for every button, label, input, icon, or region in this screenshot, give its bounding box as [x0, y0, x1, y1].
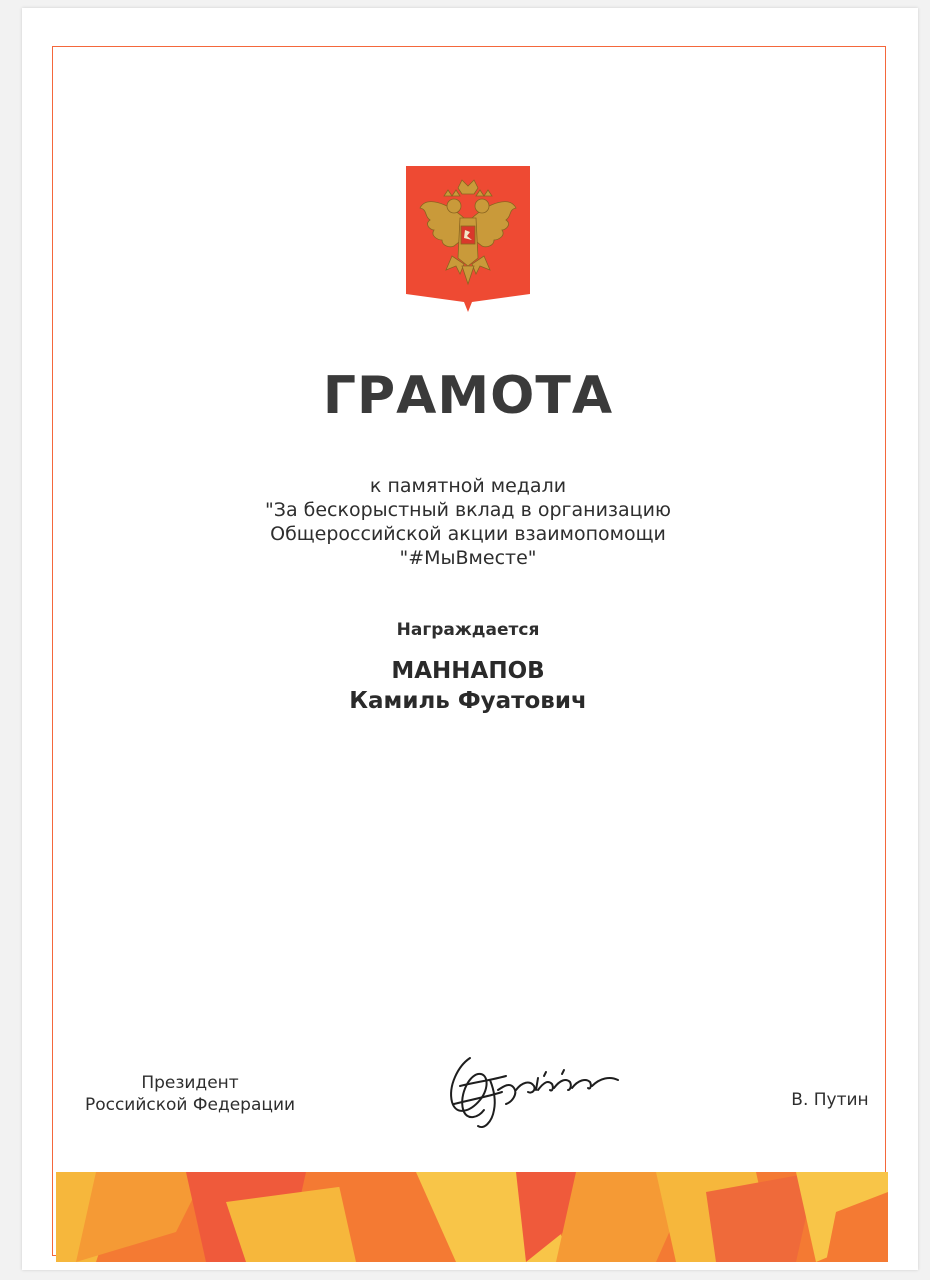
awarded-label: Награждается: [396, 620, 540, 640]
subtitle-line: "За бескорыстный вклад в организацию: [265, 499, 671, 521]
subtitle-line: "#МыВместе": [399, 547, 537, 569]
signature-image: [440, 1046, 630, 1132]
recipient-given-name: Камиль Фуатович: [349, 688, 587, 714]
recipient-name: [0, 656, 930, 716]
certificate-title: ГРАМОТА: [322, 366, 614, 426]
signatory-position-line: Президент: [141, 1073, 239, 1093]
russian-coat-of-arms-icon: [406, 166, 530, 312]
recipient-surname: МАННАПОВ: [391, 658, 545, 684]
decorative-banner: [56, 1172, 888, 1262]
signatory-name: В. Путин: [791, 1090, 869, 1110]
subtitle-line: к памятной медали: [369, 475, 567, 497]
certificate-subtitle: [0, 474, 930, 570]
signatory-position-line: Российской Федерации: [84, 1095, 296, 1115]
signatory-position: [60, 1072, 320, 1116]
subtitle-line: Общероссийской акции взаимопомощи: [270, 523, 666, 545]
